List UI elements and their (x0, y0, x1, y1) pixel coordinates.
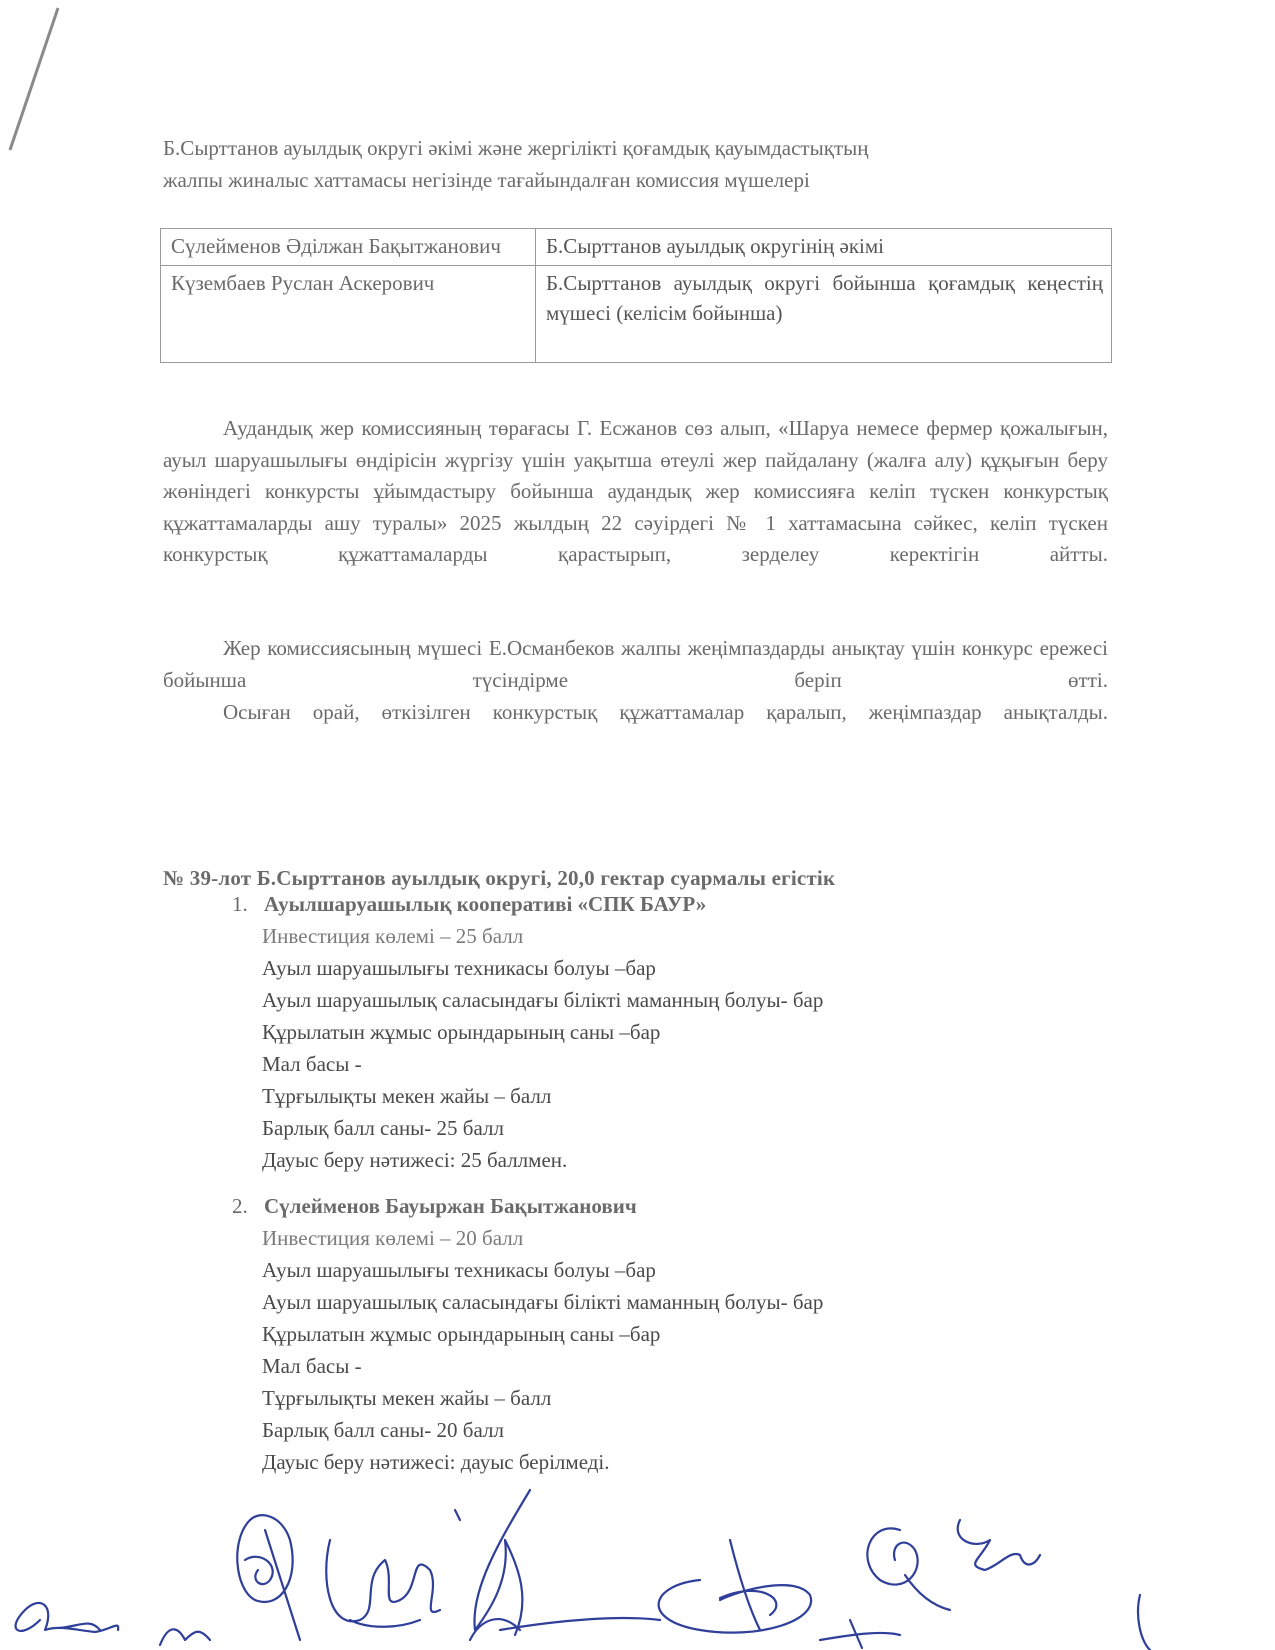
total-line: Барлық балл саны- 25 балл (262, 1116, 504, 1140)
jobs-line: Құрылатын жұмыс орындарының саны –бар (262, 1020, 661, 1044)
member-role: Б.Сырттанов ауылдық округінің әкімі (536, 229, 1112, 266)
member-name: Күзембаев Руслан Аскерович (161, 266, 536, 363)
paragraph-rules-explanation: Жер комиссиясының мүшесі Е.Османбеков жалпы жеңімпаздарды анықтау үшін конкурс ережесі бойынша түсіндірме беріп өтті. (163, 636, 1108, 692)
total-line: Барлық балл саны- 20 балл (262, 1418, 504, 1442)
intro-line-1: Б.Сырттанов ауылдық округі әкімі және жергілікті қоғамдық қауымдастықтың (163, 136, 869, 160)
commission-members-table (160, 228, 1112, 363)
scan-page-edge (0, 0, 70, 170)
investment-line: Инвестиция көлемі – 20 балл (262, 1226, 524, 1250)
intro-heading (163, 132, 1113, 196)
lot-heading: № 39-лот Б.Сырттанов ауылдық округі, 20,0 гектар суармалы егістік (163, 866, 836, 890)
signature-2 (160, 1515, 300, 1645)
table-row (161, 229, 1112, 266)
livestock-line: Мал басы - (262, 1052, 362, 1076)
applicant-header (232, 888, 1132, 920)
vote-result-line: Дауыс беру нәтижесі: дауыс берілмеді. (262, 1450, 610, 1474)
investment-line: Инвестиция көлемі – 25 балл (262, 924, 524, 948)
machinery-line: Ауыл шаруашылығы техникасы болуы –бар (262, 956, 656, 980)
signature-3 (326, 1540, 440, 1627)
applicant-name: Ауылшаруашылық кооперативі «СПК БАУР» (264, 892, 707, 916)
applicant-entry-2 (232, 1190, 1132, 1478)
signature-6 (867, 1520, 1040, 1610)
signature-5 (500, 1540, 900, 1648)
signature-7 (1138, 1595, 1150, 1650)
jobs-line: Құрылатын жұмыс орындарының саны –бар (262, 1322, 661, 1346)
livestock-line: Мал басы - (262, 1354, 362, 1378)
machinery-line: Ауыл шаруашылығы техникасы болуы –бар (262, 1258, 656, 1282)
applicant-number: 2. (232, 1194, 248, 1218)
specialist-line: Ауыл шаруашылық саласындағы білікті маманның болуы- бар (262, 1290, 824, 1314)
applicant-name: Сүлейменов Бауыржан Бақытжанович (264, 1194, 637, 1218)
signatures-area (0, 1480, 1275, 1650)
applicant-header (232, 1190, 1132, 1222)
signature-1 (16, 1603, 119, 1632)
residence-line: Тұрғылықты мекен жайы – балл (262, 1084, 552, 1108)
paragraph-chairman-speech: Аудандық жер комиссияның төрағасы Г. Есжанов сөз алып, «Шаруа немесе фермер қожалығын, ауыл шаруашылығы өндірісін жүргізу үшін уақытша өтеулі жер пайдалану (жалға алу) құқығын беру жөніндегі конкурсты ұйымдастыру бойынша аудандық жер комиссияға келіп түскен конкурстық құжаттамаларды ашу туралы» 2025 жылдың 22 сәуірдегі № 1 хаттамасына сәйкес, келіп түскен конкурстық құжаттамаларды қарастырып, зерделеу керектігін айтты. (163, 416, 1108, 566)
applicant-number: 1. (232, 892, 248, 916)
member-name: Сүлейменов Әділжан Бақытжанович (161, 229, 536, 266)
paragraph-winners-determined: Осыған орай, өткізілген конкурстық құжаттамалар қаралып, жеңімпаздар анықталды. (223, 700, 1108, 724)
residence-line: Тұрғылықты мекен жайы – балл (262, 1386, 552, 1410)
intro-line-2: жалпы жиналыс хаттамасы негізінде тағайындалған комиссия мүшелері (163, 168, 810, 192)
applicant-entry-1 (232, 888, 1132, 1176)
specialist-line: Ауыл шаруашылық саласындағы білікті маманның болуы- бар (262, 988, 824, 1012)
vote-result-line: Дауыс беру нәтижесі: 25 баллмен. (262, 1148, 568, 1172)
table-row (161, 266, 1112, 363)
signature-4 (455, 1490, 530, 1640)
member-role: Б.Сырттанов ауылдық округі бойынша қоғамдық кеңестің мүшесі (келісім бойынша) (536, 266, 1112, 363)
